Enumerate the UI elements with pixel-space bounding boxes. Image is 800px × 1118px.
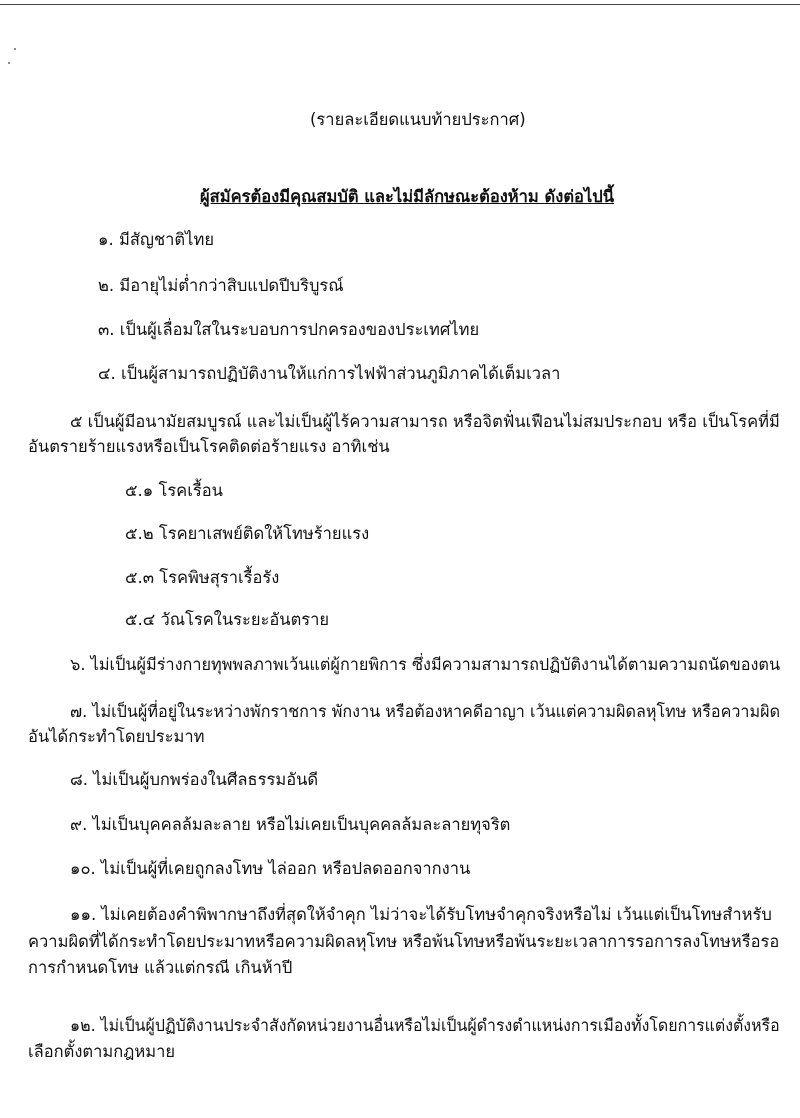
scan-border-line bbox=[0, 4, 800, 5]
item-4: ๔. เป็นผู้สามารถปฏิบัติงานให้แก่การไฟฟ้าส่วนภูมิภาคได้เต็มเวลา bbox=[98, 364, 561, 383]
document-subtitle: ผู้สมัครต้องมีคุณสมบัติ และไม่มีลักษณะต้องห้าม ดังต่อไปนี้ bbox=[200, 187, 614, 206]
item-2: ๒. มีอายุไม่ต่ำกว่าสิบแปดปีบริบูรณ์ bbox=[98, 276, 344, 295]
item-3: ๓. เป็นผู้เลื่อมใสในระบอบการปกครองของประเทศไทย bbox=[98, 320, 480, 339]
item-12-line-1: ๑๒. ไม่เป็นผู้ปฏิบัติงานประจำสังกัดหน่วยงานอื่นหรือไม่เป็นผู้ดำรงตำแหน่งการเมืองทั้งโดยการแต่งตั้งหรือ bbox=[70, 1016, 780, 1035]
item-8: ๘. ไม่เป็นผู้บกพร่องในศีลธรรมอันดี bbox=[70, 770, 319, 789]
item-11-line-2: ความผิดที่ได้กระทำโดยประมาทหรือความผิดลหุโทษ หรือพ้นโทษหรือพ้นระยะเวลาการรอการลงโทษหรือรอ bbox=[28, 932, 780, 951]
scan-speck bbox=[14, 48, 16, 50]
document-header: (รายละเอียดแนบท้ายประกาศ) bbox=[310, 110, 526, 129]
item-11-line-3: การกำหนดโทษ แล้วแต่กรณี เกินห้าปี bbox=[28, 958, 293, 977]
scan-speck bbox=[8, 62, 10, 64]
item-5-line-2: อันตรายร้ายแรงหรือเป็นโรคติดต่อร้ายแรง อาทิเช่น bbox=[28, 437, 390, 456]
item-5-1: ๕.๑ โรคเรื้อน bbox=[125, 481, 223, 500]
item-7-line-2: อันได้กระทำโดยประมาท bbox=[28, 727, 205, 746]
item-5-2: ๕.๒ โรคยาเสพย์ติดให้โทษร้ายแรง bbox=[125, 524, 370, 543]
item-6: ๖. ไม่เป็นผู้มีร่างกายทุพพลภาพเว้นแต่ผู้กายพิการ ซึ่งมีความสามารถปฏิบัติงานได้ตามความถนัดของตน bbox=[70, 655, 781, 674]
item-5-3: ๕.๓ โรคพิษสุราเรื้อรัง bbox=[125, 568, 280, 587]
item-7-line-1: ๗. ไม่เป็นผู้ที่อยู่ในระหว่างพักราชการ พักงาน หรือต้องหาคดีอาญา เว้นแต่ความผิดลหุโทษ หรือความผิด bbox=[70, 702, 781, 721]
item-5-line-1: ๕ เป็นผู้มีอนามัยสมบูรณ์ และไม่เป็นผู้ไร้ความสามารถ หรือจิตฟั่นเฟือนไม่สมประกอบ หรือ เป็นโรคที่มี bbox=[70, 412, 780, 431]
item-9: ๙. ไม่เป็นบุคคลล้มละลาย หรือไม่เคยเป็นบุคคลล้มละลายทุจริต bbox=[70, 815, 511, 834]
item-11-line-1: ๑๑. ไม่เคยต้องคำพิพากษาถึงที่สุดให้จำคุก ไม่ว่าจะได้รับโทษจำคุกจริงหรือไม่ เว้นแต่เป็นโทษสำหรับ bbox=[70, 905, 772, 924]
item-1: ๑. มีสัญชาติไทย bbox=[98, 230, 214, 249]
item-5-4: ๕.๔ วัณโรคในระยะอันตราย bbox=[125, 610, 330, 629]
item-12-line-2: เลือกตั้งตามกฎหมาย bbox=[28, 1042, 176, 1061]
item-10: ๑๐. ไม่เป็นผู้ที่เคยถูกลงโทษ ไล่ออก หรือปลดออกจากงาน bbox=[70, 859, 471, 878]
